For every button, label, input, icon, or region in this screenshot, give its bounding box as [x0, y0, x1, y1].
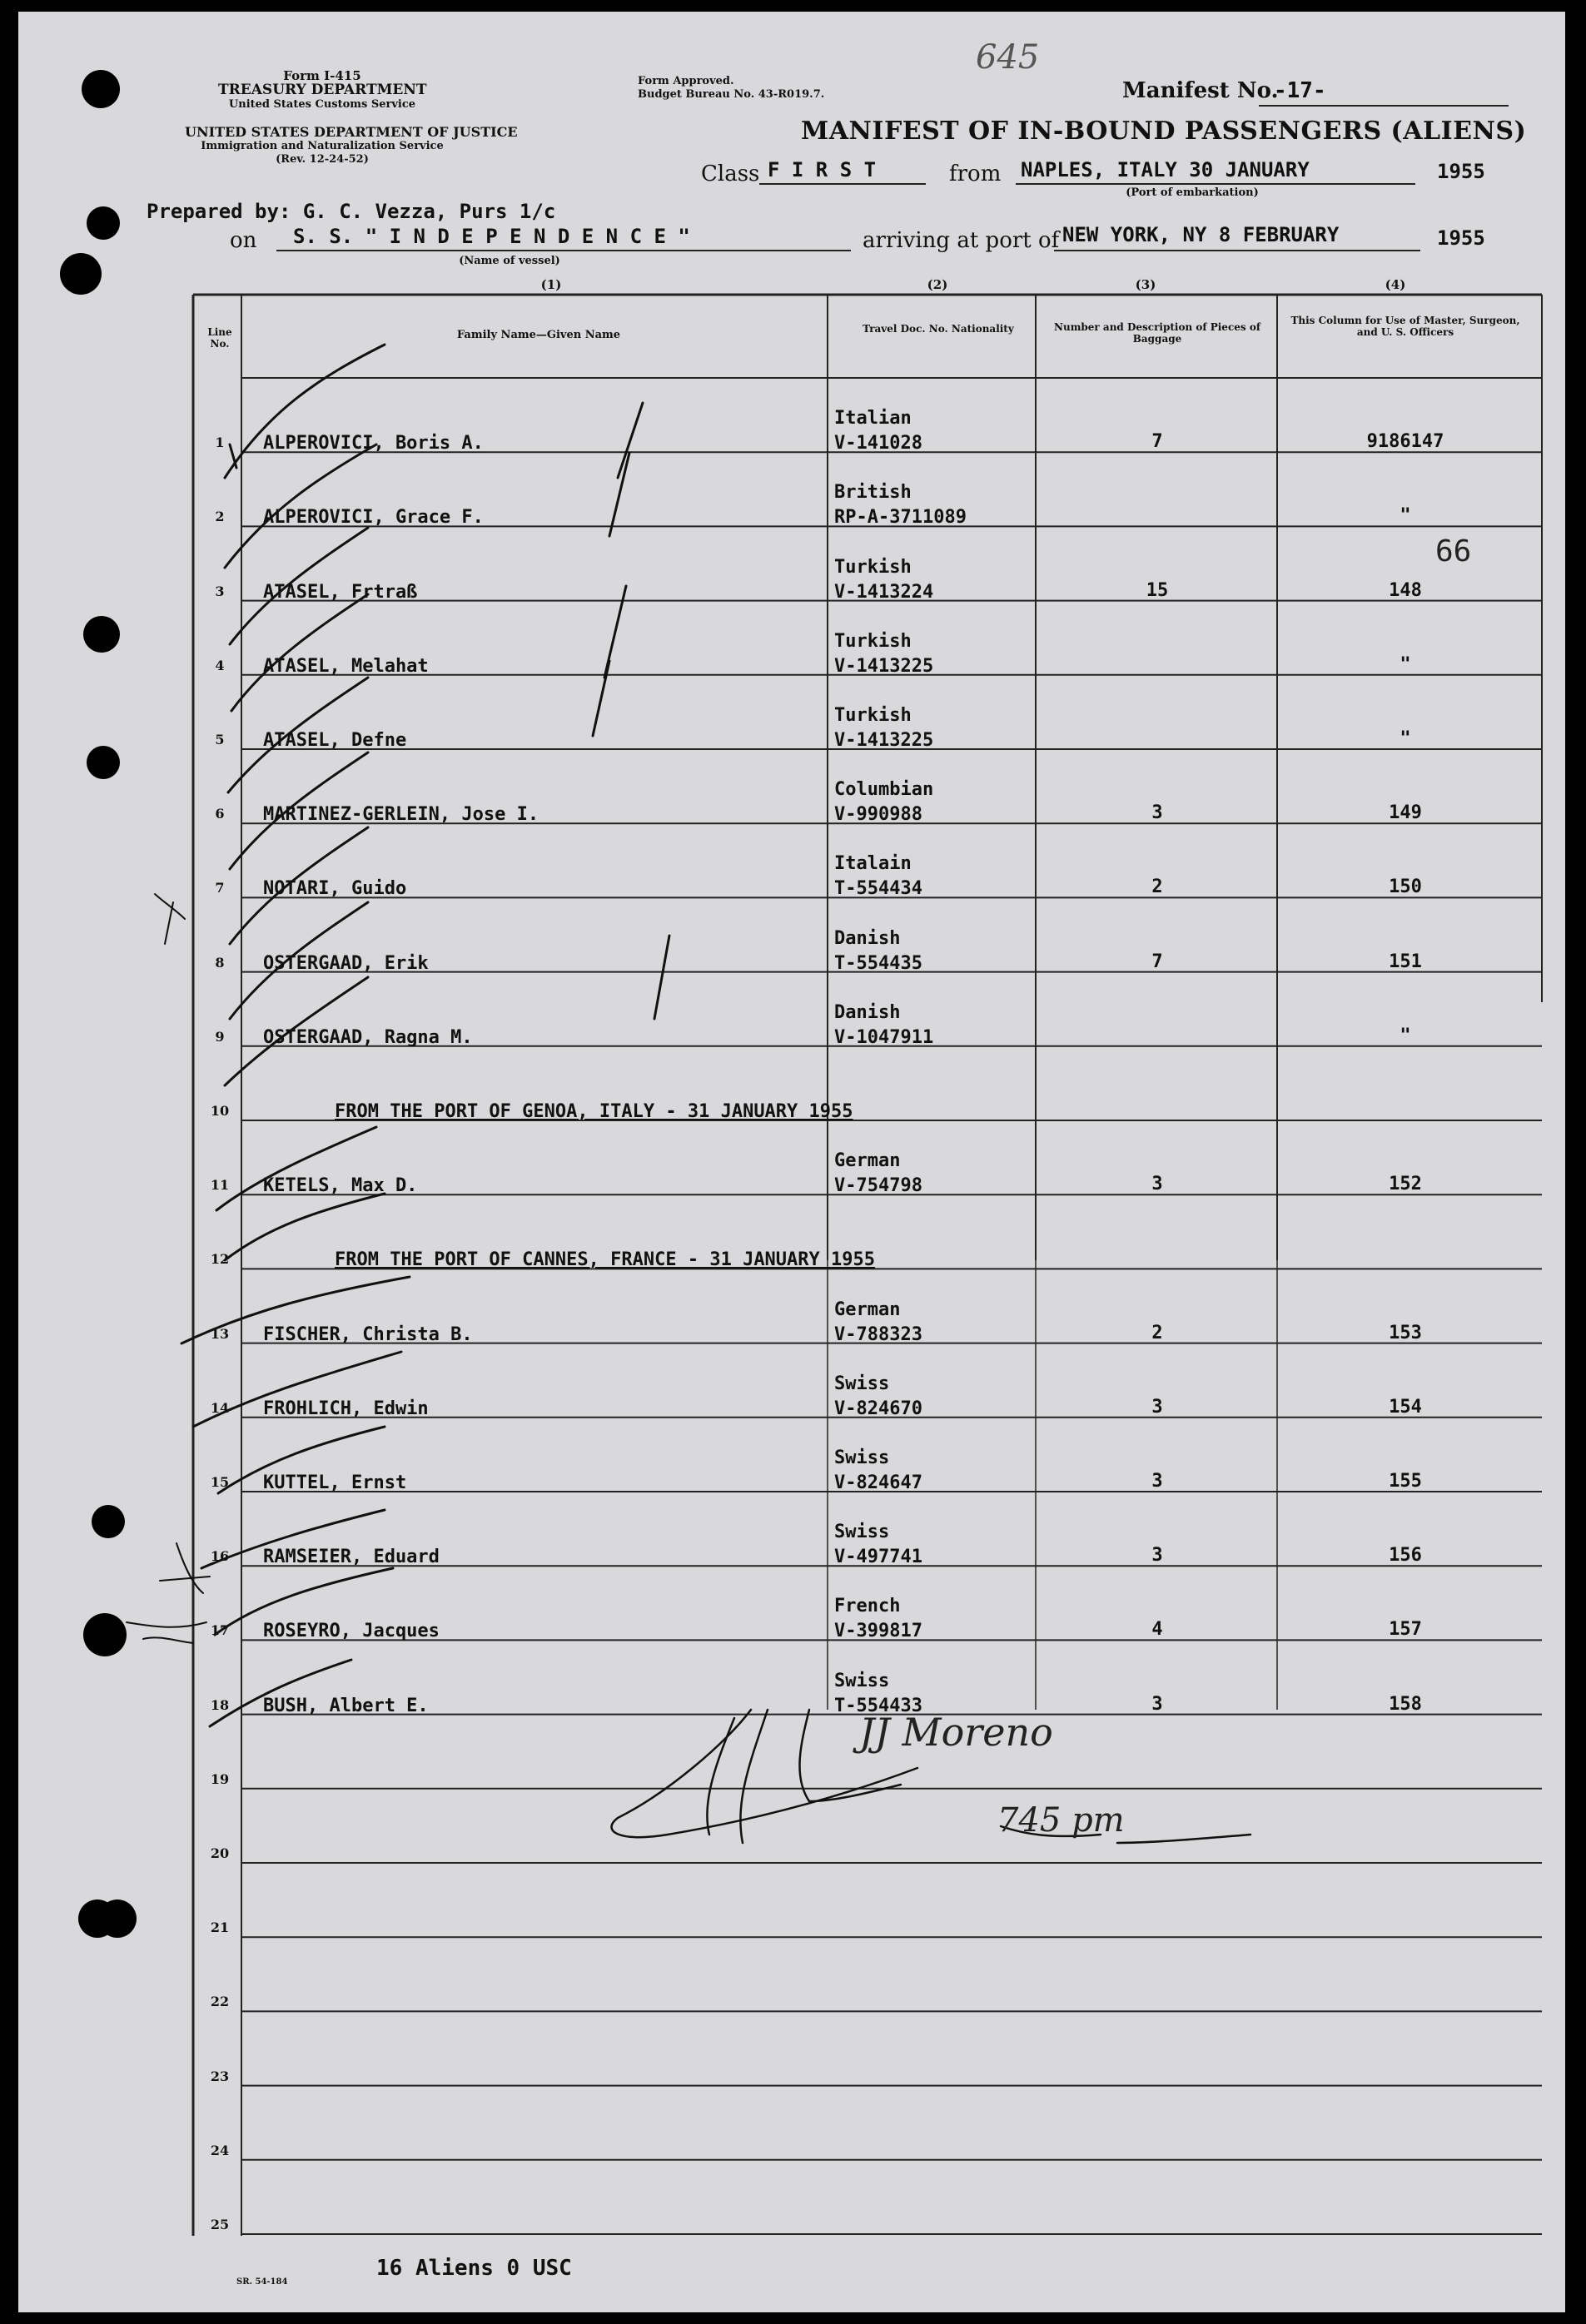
binder-hole	[83, 1613, 127, 1656]
line-number: 24	[210, 2142, 230, 2158]
line-number: 10	[210, 1102, 230, 1119]
nationality: Danish	[834, 927, 901, 949]
officer-number: 157	[1389, 1619, 1422, 1641]
line-number: 25	[210, 2216, 230, 2232]
officer-number: 152	[1389, 1174, 1422, 1195]
nationality: Swiss	[834, 1373, 890, 1394]
from-label: from	[949, 161, 1002, 186]
baggage-count: 7	[1151, 951, 1163, 972]
officer-number: 151	[1389, 951, 1422, 972]
officer-number: 155	[1389, 1470, 1422, 1492]
handwritten-page-number: 645	[976, 38, 1040, 77]
line-number: 2	[215, 509, 225, 525]
baggage-count: 3	[1151, 802, 1163, 824]
col-header-officers: This Column for Use of Master, Surgeon, and U. S. Officers	[1290, 315, 1520, 338]
nationality: Italian	[834, 408, 912, 430]
travel-doc-number: RP-A-3711089	[834, 507, 967, 529]
line-number: 7	[215, 880, 225, 896]
officer-number: 158	[1389, 1693, 1422, 1715]
officer-number: 153	[1389, 1322, 1422, 1343]
col-number-2: (2)	[927, 277, 948, 292]
prepared-by: Prepared by: G. C. Vezza, Purs 1/c	[147, 200, 556, 223]
nationality: Swiss	[834, 1670, 890, 1691]
travel-doc-number: V-1413225	[834, 655, 934, 677]
passenger-name: FROHLICH, Edwin	[263, 1398, 429, 1419]
line-number: 15	[210, 1473, 230, 1490]
baggage-count: 3	[1151, 1470, 1163, 1492]
col-header-baggage: Number and Description of Pieces of Baggage	[1054, 321, 1260, 345]
travel-doc-number: V-1047911	[834, 1026, 934, 1048]
line-number: 3	[215, 583, 225, 599]
binder-hole	[98, 1899, 137, 1938]
binder-hole	[82, 70, 120, 108]
baggage-count: 2	[1151, 876, 1163, 898]
nationality: French	[834, 1596, 901, 1617]
manifest-number: -17-	[1274, 78, 1326, 103]
line-number: 20	[210, 1845, 230, 1861]
travel-doc-number: V-141028	[834, 433, 922, 454]
nationality: Danish	[834, 1001, 901, 1023]
travel-doc-number: V-1413224	[834, 581, 934, 603]
travel-doc-number: V-754798	[834, 1175, 922, 1197]
nationality: Swiss	[834, 1522, 890, 1543]
line-number: 21	[210, 1919, 230, 1936]
nationality: Columbian	[834, 779, 934, 801]
form-revision: (Rev. 12-24-52)	[276, 153, 369, 166]
passenger-name: BUSH, Albert E.	[263, 1695, 429, 1716]
passenger-name: FISCHER, Christa B.	[263, 1323, 473, 1345]
handwritten-marks	[18, 12, 1565, 2312]
nationality: German	[834, 1299, 901, 1320]
passenger-name: KETELS, Max D.	[263, 1175, 418, 1197]
dept-treasury: TREASURY DEPARTMENT	[218, 82, 427, 98]
signature: JJ Moreno	[859, 1710, 1053, 1755]
passenger-name: FROM THE PORT OF CANNES, FRANCE - 31 JANUARY 1955	[335, 1249, 876, 1271]
nationality: Turkish	[834, 704, 912, 726]
vessel-caption: (Name of vessel)	[459, 255, 560, 267]
line-number: 1	[215, 435, 225, 451]
passenger-name: KUTTEL, Ernst	[263, 1472, 407, 1493]
passenger-name: ATASEL, Defne	[263, 729, 407, 751]
arriving-value: NEW YORK, NY 8 FEBRUARY	[1062, 223, 1340, 246]
travel-doc-number: V-399817	[834, 1621, 922, 1642]
nationality: Turkish	[834, 556, 912, 578]
officer-number: "	[1400, 1025, 1411, 1046]
baggage-count: 3	[1151, 1545, 1163, 1567]
nationality: Turkish	[834, 630, 912, 652]
check-mark	[225, 345, 385, 478]
passenger-name: ATASEL, Melahat	[263, 655, 429, 677]
manifest-page	[18, 12, 1565, 2312]
col-header-doc: Travel Doc. No. Nationality	[863, 323, 1014, 335]
line-number: 18	[210, 1696, 230, 1713]
line-number: 11	[210, 1177, 230, 1194]
margin-note: 66	[1435, 534, 1472, 569]
baggage-count: 2	[1151, 1322, 1163, 1343]
nationality: British	[834, 482, 912, 504]
travel-doc-number: V-1413225	[834, 729, 934, 751]
officer-number: "	[1400, 505, 1411, 527]
officer-number: "	[1400, 653, 1411, 675]
binder-hole	[92, 1505, 125, 1538]
binder-hole	[87, 746, 120, 779]
line-number: 23	[210, 2068, 230, 2084]
passenger-name: OSTERGAAD, Erik	[263, 952, 429, 974]
line-number: 6	[215, 806, 225, 822]
passenger-name: ALPEROVICI, Boris A.	[263, 433, 484, 454]
passenger-name: NOTARI, Guido	[263, 878, 407, 900]
passenger-name: ROSEYRO, Jacques	[263, 1621, 440, 1642]
port-caption: (Port of embarkation)	[1126, 186, 1259, 199]
line-number: 8	[215, 954, 225, 971]
class-value: F I R S T	[768, 158, 877, 181]
form-code: SR. 54-184	[236, 2277, 288, 2287]
form-approved: Form Approved.	[638, 75, 734, 87]
line-number: 17	[210, 1622, 230, 1639]
passenger-name: RAMSEIER, Eduard	[263, 1547, 440, 1568]
passenger-name: FROM THE PORT OF GENOA, ITALY - 31 JANUARY 1955	[335, 1100, 853, 1122]
passenger-name: ALPEROVICI, Grace F.	[263, 507, 484, 529]
arrival-year: 1955	[1437, 226, 1485, 250]
line-number: 14	[210, 1399, 230, 1416]
col-header-line: Line No.	[207, 326, 232, 350]
travel-doc-number: V-824647	[834, 1472, 922, 1493]
col-header-name: Family Name—Given Name	[456, 329, 621, 341]
dept-treasury-sub: United States Customs Service	[228, 98, 416, 111]
binder-hole	[87, 206, 120, 240]
baggage-count: 3	[1151, 1693, 1163, 1715]
line-number: 13	[210, 1325, 230, 1342]
totals-line: 16 Aliens 0 USC	[376, 2256, 572, 2281]
officer-number: 149	[1389, 802, 1422, 824]
line-number: 12	[210, 1251, 230, 1268]
nationality: Swiss	[834, 1447, 890, 1468]
col-number-3: (3)	[1135, 277, 1156, 292]
binder-hole	[60, 253, 102, 295]
officer-number: 150	[1389, 876, 1422, 898]
travel-doc-number: V-824670	[834, 1398, 922, 1419]
officer-number: 154	[1389, 1396, 1422, 1418]
baggage-count: 3	[1151, 1174, 1163, 1195]
binder-hole	[83, 616, 120, 653]
passenger-name: OSTERGAAD, Ragna M.	[263, 1026, 473, 1048]
travel-doc-number: V-788323	[834, 1323, 922, 1345]
dept-justice-sub: Immigration and Naturalization Service	[201, 140, 444, 152]
col-number-1: (1)	[540, 277, 562, 292]
embark-year: 1955	[1437, 160, 1485, 183]
signature-time-note: 745 pm	[997, 1801, 1125, 1840]
line-number: 9	[215, 1028, 225, 1045]
officer-number: "	[1400, 727, 1411, 749]
line-number: 4	[215, 657, 225, 673]
officer-number: 9186147	[1366, 431, 1444, 453]
baggage-count: 15	[1146, 579, 1169, 601]
nationality: German	[834, 1150, 901, 1172]
line-number: 22	[210, 1994, 230, 2010]
nationality: Italain	[834, 853, 912, 875]
travel-doc-number: T-554433	[834, 1695, 922, 1716]
dept-justice: UNITED STATES DEPARTMENT OF JUSTICE	[185, 124, 518, 140]
baggage-count: 3	[1151, 1396, 1163, 1418]
from-value: NAPLES, ITALY 30 JANUARY	[1021, 158, 1310, 181]
col-number-4: (4)	[1385, 277, 1406, 292]
officer-number: 156	[1389, 1545, 1422, 1567]
line-number: 19	[210, 1770, 230, 1787]
class-label: Class	[701, 161, 760, 186]
travel-doc-number: V-497741	[834, 1547, 922, 1568]
budget-bureau: Budget Bureau No. 43-R019.7.	[638, 88, 825, 101]
passenger-name: ATASEL, Frtraß	[263, 581, 418, 603]
travel-doc-number: T-554435	[834, 952, 922, 974]
travel-doc-number: T-554434	[834, 878, 922, 900]
baggage-count: 4	[1151, 1619, 1163, 1641]
officer-number: 148	[1389, 579, 1422, 601]
arriving-label: arriving at port of	[863, 228, 1060, 253]
line-number: 16	[210, 1548, 230, 1565]
travel-doc-number: V-990988	[834, 804, 922, 826]
on-label: on	[230, 228, 257, 253]
line-number: 5	[215, 731, 225, 747]
passenger-name: MARTINEZ-GERLEIN, Jose I.	[263, 804, 539, 826]
baggage-count: 7	[1151, 431, 1163, 453]
vessel-name: S. S. " I N D E P E N D E N C E "	[293, 225, 690, 248]
manifest-title: MANIFEST OF IN-BOUND PASSENGERS (ALIENS)	[801, 117, 1527, 146]
manifest-label: Manifest No.	[1122, 78, 1279, 103]
form-id: Form I-415	[283, 68, 361, 83]
